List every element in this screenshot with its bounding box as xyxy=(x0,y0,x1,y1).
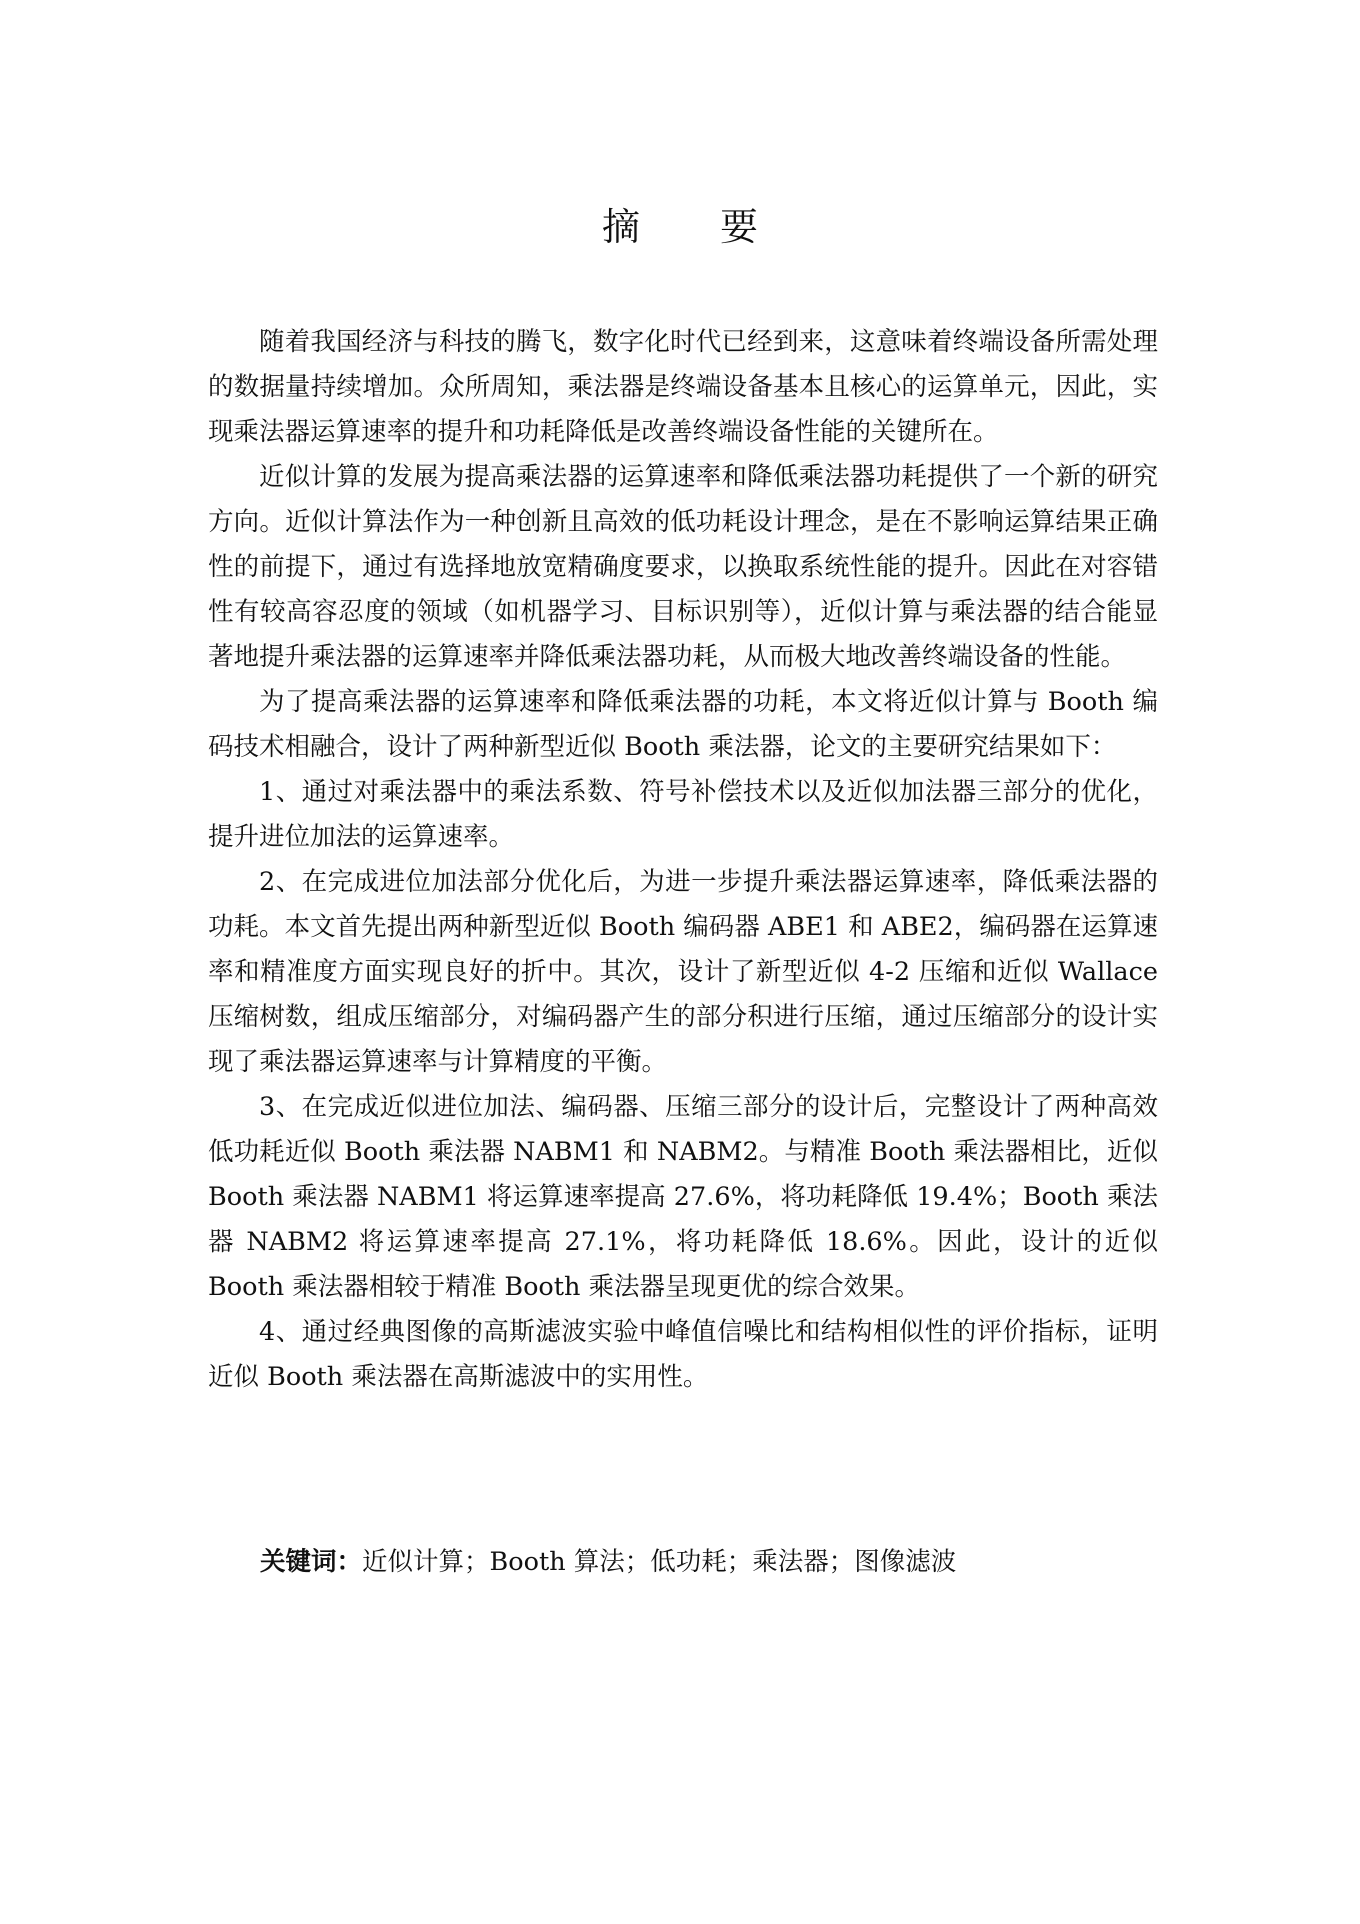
abstract-paragraph-5: 2、在完成进位加法部分优化后，为进一步提升乘法器运算速率，降低乘法器的功耗。本文首先提出两种新型近似 Booth 编码器 ABE1 和 ABE2，编码器在运算速率和精准度方面实现良好的折中。其次，设计了新型近似 4-2 压缩和近似 Wallace 压缩树数，组成压缩部分，对编码器产生的部分积进行压缩，通过压缩部分的设计实现了乘法器运算速率与计算精度的平衡。 xyxy=(208,867,1158,1077)
keywords-line xyxy=(260,1540,1160,1585)
keywords-label: 关键词： xyxy=(260,1547,363,1577)
abstract-paragraph-7: 4、通过经典图像的高斯滤波实验中峰值信噪比和结构相似性的评价指标，证明近似 Booth 乘法器在高斯滤波中的实用性。 xyxy=(208,1317,1158,1392)
abstract-paragraph-2: 近似计算的发展为提高乘法器的运算速率和降低乘法器功耗提供了一个新的研究方向。近似计算法作为一种创新且高效的低功耗设计理念，是在不影响运算结果正确性的前提下，通过有选择地放宽精确度要求，以换取系统性能的提升。因此在对容错性有较高容忍度的领域（如机器学习、目标识别等），近似计算与乘法器的结合能显著地提升乘法器的运算速率并降低乘法器功耗，从而极大地改善终端设备的性能。 xyxy=(208,462,1158,672)
keywords-text: 近似计算；Booth 算法；低功耗；乘法器；图像滤波 xyxy=(362,1547,957,1577)
abstract-paragraph-6: 3、在完成近似进位加法、编码器、压缩三部分的设计后，完整设计了两种高效低功耗近似 Booth 乘法器 NABM1 和 NABM2。与精准 Booth 乘法器相比，近似 Booth 乘法器 NABM1 将运算速率提高 27.6%，将功耗降低 19.4%；Booth 乘法器 NABM2 将运算速率提高 27.1%，将功耗降低 18.6%。因此，设计的近似 Booth 乘法器相较于精准 Booth 乘法器呈现更优的综合效果。 xyxy=(208,1092,1158,1302)
abstract-paragraph-1: 随着我国经济与科技的腾飞，数字化时代已经到来，这意味着终端设备所需处理的数据量持续增加。众所周知，乘法器是终端设备基本且核心的运算单元，因此，实现乘法器运算速率的提升和功耗降低是改善终端设备性能的关键所在。 xyxy=(208,327,1158,447)
abstract-title: 摘 要 xyxy=(601,205,793,249)
abstract-paragraph-3: 为了提高乘法器的运算速率和降低乘法器的功耗，本文将近似计算与 Booth 编码技术相融合，设计了两种新型近似 Booth 乘法器，论文的主要研究结果如下： xyxy=(208,687,1158,762)
abstract-body xyxy=(208,320,1158,1400)
abstract-paragraph-4: 1、通过对乘法器中的乘法系数、符号补偿技术以及近似加法器三部分的优化，提升进位加法的运算速率。 xyxy=(208,777,1158,852)
